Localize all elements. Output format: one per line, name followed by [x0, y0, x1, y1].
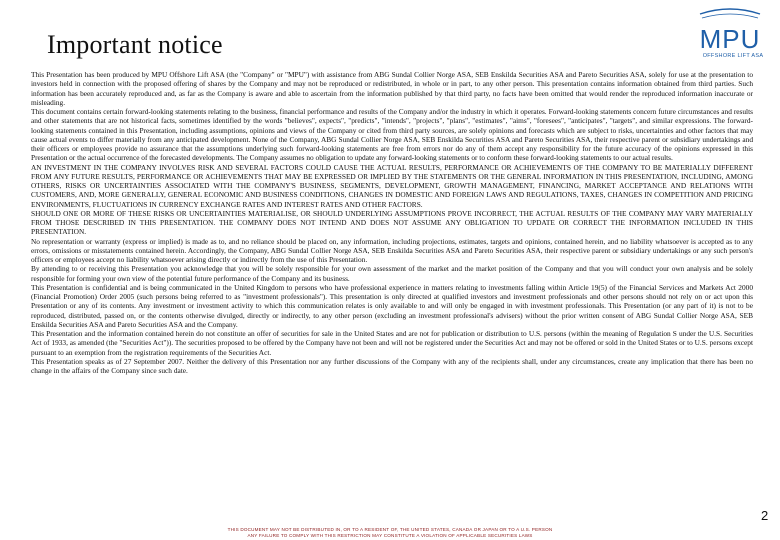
paragraph-us-securities: This Presentation and the information contained herein do not constitute an offer of securities for sale in the United States and are not for publication or distribution to U.S. persons (within the meaning of Regulation S under the U.S. Securities Act of 1933, as amended (the "Securities Act")). The securities proposed to be offered by the Company have not been and will not be registered under the Securities Act and may not be offered or sold in the United States or to U.S. persons except pursuant to an exemption from the registration requirements of the Securities Act.: [31, 329, 753, 357]
logo-subtitle: OFFSHORE LIFT ASA: [702, 53, 764, 59]
paragraph-risk: AN INVESTMENT IN THE COMPANY INVOLVES RISK AND SEVERAL FACTORS COULD CAUSE THE ACTUAL RESULTS, PERFORMANCE OR ACHIEVEMENTS OF THE COMPANY TO BE MATERIALLY DIFFERENT FROM ANY FUTURE RESULTS, PERFORMANCE OR ACHIEVEMENTS THAT MAY BE EXPRESSED OR IMPLIED BY THE STATEMENTS OR THE GENERAL INFORMATION IN THIS PRESENTATION, INCLUDING, AMONG OTHERS, RISKS OR UNCERTAINTIES ASSOCIATED WITH THE COMPANY'S BUSINESS, SEGMENTS, DEVELOPMENT, GROWTH MANAGEMENT, FINANCING, MARKET ACCEPTANCE AND RELATIONS WITH CUSTOMERS, AND, MORE GENERALLY, GENERAL ECONOMIC AND BUSINESS CONDITIONS, CHANGES IN DOMESTIC AND FOREIGN LAWS AND REGULATIONS, TAXES, CHANGES IN COMPETITION AND PRICING ENVIRONMENTS, FLUCTUATIONS IN CURRENCY EXCHANGE RATES AND INTEREST RATES AND OTHER FACTORS.: [31, 162, 753, 209]
footer-line-2: ANY FAILURE TO COMPLY WITH THIS RESTRICTION MAY CONSTITUTE A VIOLATION OF APPLICABLE SECURITIES LAWS: [247, 533, 533, 538]
paragraph-uncertainties: SHOULD ONE OR MORE OF THESE RISKS OR UNCERTAINTIES MATERIALISE, OR SHOULD UNDERLYING ASSUMPTIONS PROVE INCORRECT, THE ACTUAL RESULTS OF THE COMPANY MAY VARY MATERIALLY FROM THOSE DESCRIBED IN THIS PRESENTATION. THE COMPANY DOES NOT INTEND AND DOES NOT ASSUME ANY OBLIGATION TO UPDATE OR CORRECT THE INFORMATION INCLUDED IN THIS PRESENTATION.: [31, 208, 753, 237]
notice-body: [31, 70, 753, 375]
page-title: Important notice: [47, 30, 223, 59]
logo-text: MPU: [699, 24, 761, 54]
footer-line-1: THIS DOCUMENT MAY NOT BE DISTRIBUTED IN, OR TO A RESIDENT OF, THE UNITED STATES, CANADA OR JAPAN OR TO A U.S. PERSON: [227, 527, 553, 532]
page-number: 2: [761, 508, 769, 523]
paragraph-own-assessment: By attending to or receiving this Presentation you acknowledge that you will be solely responsible for your own assessment of the market and the market position of the Company and that you will conduct your own analysis and be solely responsible for forming your own view of the potential future performance of the Company and its business.: [31, 264, 753, 283]
paragraph-intro: This Presentation has been produced by MPU Offshore Lift ASA (the "Company" or "MPU") with assistance from ABG Sundal Collier Norge ASA, SEB Enskilda Securities ASA and Pareto Securities ASA, solely for use at the presentation to investors held in connection with the proposed offering of shares by the Company and may not be reproduced or redistributed, in whole or in part, to any other person. This presentation contains information obtained from third parties. Such information has been accurately reproduced and, as far as the Company is aware and able to ascertain from the information published by that third party, no facts have been omitted that would render the reproduced information inaccurate or misleading.: [31, 70, 753, 107]
paragraph-confidential: This Presentation is confidential and is being communicated in the United Kingdom to persons who have professional experience in matters relating to investments falling within Article 19(5) of the Financial Services and Markets Act 2000 (Financial Promotion) Order 2005 (such persons being referred to as "investment professionals"). This presentation is only directed at qualified investors and investment professionals and other persons should not rely on or act upon this Presentation or any of its contents. Any investment or investment activity to which this communication relates is only available to and will only be engaged in with investment professionals. This Presentation (or any part of it) is not to be reproduced, distributed, passed on, or the contents otherwise divulged, directly or indirectly, to any other person (excluding an investment professional's advisers) without the prior written consent of ABG Sundal Collier Norge ASA, SEB Enskilda Securities ASA and Pareto Securities ASA and the Company.: [31, 282, 753, 329]
paragraph-date: This Presentation speaks as of 27 September 2007. Neither the delivery of this Presentation nor any further discussions of the Company with any of the recipients shall, under any circumstances, create any implication that there has been no change in the affairs of the Company since such date.: [31, 356, 753, 375]
paragraph-forward-looking: This document contains certain forward-looking statements relating to the business, financial performance and results of the Company and/or the industry in which it operates. Forward-looking statements concern future circumstances and results and other statements that are not historical facts, sometimes identified by the words "believes", expects", "predicts", "intends", "projects", "plans", "estimates", "aims", "foresees", "anticipates", "targets", and similar expressions. The forward-looking statements contained in this Presentation, including assumptions, opinions and views of the Company or cited from third party sources, are solely opinions and forecasts which are subject to risks, uncertainties and other factors that may cause actual events to differ materially from any anticipated development. None of the Company, ABG Sundal Collier Norge ASA, SEB Enskilda Securities ASA and Pareto Securities ASA, their respective parent or subsidiary undertakings and their officers or employees provide no assurance that the assumptions underlying such forward-looking statements are free from errors nor do any of them accept any responsibility for the future accuracy of the opinions expressed in this Presentation or the actual occurrence of the forecasted developments. The Company assumes no obligation to update any forward-looking statements or to conform these forward-looking statements to our actual results.: [31, 107, 753, 163]
paragraph-no-warranty: No representation or warranty (express or implied) is made as to, and no reliance should be placed on, any information, including projections, estimates, targets and opinions, contained herein, and no liability whatsoever is accepted as to any errors, omissions or misstatements contained herein. Accordingly, the Company, ABG Sundal Collier Norge ASA, SEB Enskilda Securities ASA and Pareto Securities ASA, their respective parent or subsidiary undertakings or any such person's officers or employees accept no liability whatsoever arising directly or indirectly from the use of this Presentation.: [31, 236, 753, 264]
